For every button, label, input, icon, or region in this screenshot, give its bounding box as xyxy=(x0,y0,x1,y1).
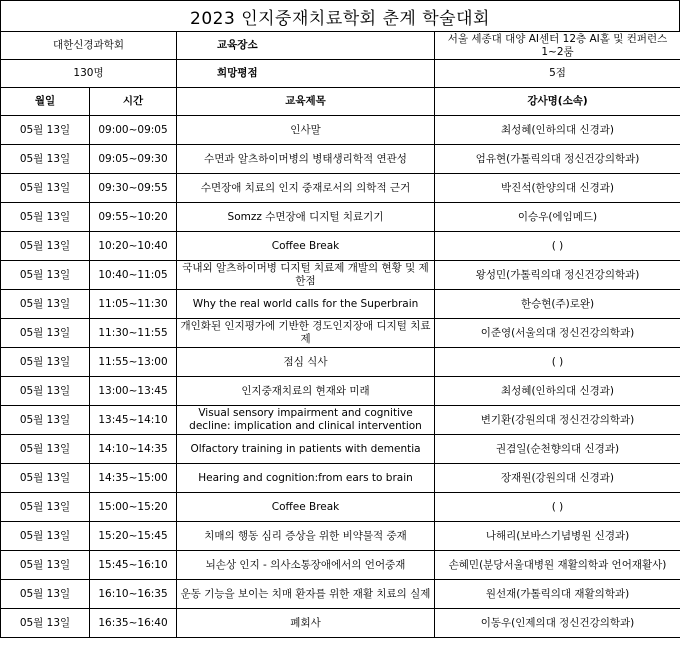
header-row xyxy=(1,88,680,116)
time-cell: 11:05~11:30 xyxy=(90,290,177,319)
speaker-cell: 박진석(한양의대 신경과) xyxy=(435,174,680,203)
speaker-cell: ( ) xyxy=(435,232,680,261)
subject-cell: 점심 식사 xyxy=(177,348,435,377)
table-row xyxy=(1,464,680,493)
table-row xyxy=(1,116,680,145)
subject-cell: 인사말 xyxy=(177,116,435,145)
date-cell: 05월 13일 xyxy=(1,232,90,261)
speaker-cell: 엄유현(가톨릭의대 정신건강의학과) xyxy=(435,145,680,174)
subject-cell: 폐회사 xyxy=(177,609,435,638)
date-cell: 05월 13일 xyxy=(1,174,90,203)
time-cell: 15:45~16:10 xyxy=(90,551,177,580)
time-cell: 09:30~09:55 xyxy=(90,174,177,203)
date-cell: 05월 13일 xyxy=(1,609,90,638)
time-cell: 15:00~15:20 xyxy=(90,493,177,522)
table-row xyxy=(1,609,680,638)
date-cell: 05월 13일 xyxy=(1,348,90,377)
date-cell: 05월 13일 xyxy=(1,522,90,551)
subject-cell: 국내외 알츠하이머병 디지털 치료제 개발의 현황 및 제한점 xyxy=(177,261,435,290)
subject-cell: Coffee Break xyxy=(177,232,435,261)
info-row-1 xyxy=(1,32,680,60)
speaker-header: 강사명(소속) xyxy=(435,88,680,116)
speaker-cell: 손혜민(분당서울대병원 재활의학과 언어재활사) xyxy=(435,551,680,580)
speaker-cell: 이승우(에임메드) xyxy=(435,203,680,232)
time-cell: 09:55~10:20 xyxy=(90,203,177,232)
speaker-cell: 이준영(서울의대 정신건강의학과) xyxy=(435,319,680,348)
date-header: 월일 xyxy=(1,88,90,116)
speaker-cell: 최성혜(인하의대 신경과) xyxy=(435,116,680,145)
time-cell: 09:00~09:05 xyxy=(90,116,177,145)
subject-cell: 수면장애 치료의 인지 중재로서의 의학적 근거 xyxy=(177,174,435,203)
table-row xyxy=(1,551,680,580)
time-cell: 14:10~14:35 xyxy=(90,435,177,464)
subject-cell: Why the real world calls for the Superbrain xyxy=(177,290,435,319)
subject-cell: 개인화된 인지평가에 기반한 경도인지장애 디지털 치료제 xyxy=(177,319,435,348)
table-row xyxy=(1,406,680,435)
time-cell: 11:30~11:55 xyxy=(90,319,177,348)
subject-cell: Visual sensory impairment and cognitive decline: implication and clinical intervention xyxy=(177,406,435,435)
time-header: 시간 xyxy=(90,88,177,116)
speaker-cell: ( ) xyxy=(435,348,680,377)
speaker-cell: 한승현(주)로완) xyxy=(435,290,680,319)
table-row xyxy=(1,493,680,522)
table-row xyxy=(1,435,680,464)
table-row xyxy=(1,580,680,609)
schedule-table xyxy=(0,31,680,638)
date-cell: 05월 13일 xyxy=(1,116,90,145)
subject-cell: 인지중재치료의 현재와 미래 xyxy=(177,377,435,406)
speaker-cell: 장재원(강원의대 신경과) xyxy=(435,464,680,493)
time-cell: 13:45~14:10 xyxy=(90,406,177,435)
date-cell: 05월 13일 xyxy=(1,203,90,232)
subject-cell: 운동 기능을 보이는 치매 환자를 위한 재활 치료의 실제 xyxy=(177,580,435,609)
subject-cell: 치매의 행동 심리 증상을 위한 비약물적 중재 xyxy=(177,522,435,551)
date-cell: 05월 13일 xyxy=(1,551,90,580)
subject-header: 교육제목 xyxy=(177,88,435,116)
time-cell: 16:35~16:40 xyxy=(90,609,177,638)
speaker-cell: 왕성민(가톨릭의대 정신건강의학과) xyxy=(435,261,680,290)
speaker-cell: 나해리(보바스기념병원 신경과) xyxy=(435,522,680,551)
date-cell: 05월 13일 xyxy=(1,145,90,174)
points-label-cell: 희망평점 xyxy=(177,60,435,88)
subject-cell: Somzz 수면장애 디지털 치료기기 xyxy=(177,203,435,232)
time-cell: 10:20~10:40 xyxy=(90,232,177,261)
organizer-cell: 대한신경과학회 xyxy=(1,32,177,60)
speaker-cell: ( ) xyxy=(435,493,680,522)
speaker-cell: 권겸일(순천향의대 신경과) xyxy=(435,435,680,464)
table-row xyxy=(1,145,680,174)
speaker-cell: 변기환(강원의대 정신건강의학과) xyxy=(435,406,680,435)
document-title: 2023 인지중재치료학회 춘계 학술대회 xyxy=(0,0,680,32)
table-row xyxy=(1,348,680,377)
date-cell: 05월 13일 xyxy=(1,435,90,464)
time-cell: 14:35~15:00 xyxy=(90,464,177,493)
table-row xyxy=(1,290,680,319)
table-row xyxy=(1,319,680,348)
table-row xyxy=(1,377,680,406)
date-cell: 05월 13일 xyxy=(1,261,90,290)
speaker-cell: 이동우(인제의대 정신건강의학과) xyxy=(435,609,680,638)
table-row xyxy=(1,203,680,232)
time-cell: 09:05~09:30 xyxy=(90,145,177,174)
date-cell: 05월 13일 xyxy=(1,377,90,406)
venue-label-cell: 교육장소 xyxy=(177,32,435,60)
table-row xyxy=(1,522,680,551)
subject-cell: Coffee Break xyxy=(177,493,435,522)
venue-cell: 서울 세종대 대양 AI센터 12층 AI홀 및 컨퍼런스 1~2룸 xyxy=(435,32,680,60)
info-row-2 xyxy=(1,60,680,88)
subject-cell: Olfactory training in patients with dementia xyxy=(177,435,435,464)
time-cell: 13:00~13:45 xyxy=(90,377,177,406)
table-row xyxy=(1,174,680,203)
date-cell: 05월 13일 xyxy=(1,319,90,348)
date-cell: 05월 13일 xyxy=(1,580,90,609)
time-cell: 10:40~11:05 xyxy=(90,261,177,290)
speaker-cell: 최성혜(인하의대 신경과) xyxy=(435,377,680,406)
speaker-cell: 원선재(가톨릭의대 재활의학과) xyxy=(435,580,680,609)
table-row xyxy=(1,232,680,261)
time-cell: 16:10~16:35 xyxy=(90,580,177,609)
subject-cell: 수면과 알츠하이머병의 병태생리학적 연관성 xyxy=(177,145,435,174)
points-cell: 5점 xyxy=(435,60,680,88)
time-cell: 11:55~13:00 xyxy=(90,348,177,377)
capacity-cell: 130명 xyxy=(1,60,177,88)
subject-cell: 뇌손상 인지 - 의사소통장애에서의 언어중재 xyxy=(177,551,435,580)
date-cell: 05월 13일 xyxy=(1,290,90,319)
date-cell: 05월 13일 xyxy=(1,406,90,435)
subject-cell: Hearing and cognition:from ears to brain xyxy=(177,464,435,493)
date-cell: 05월 13일 xyxy=(1,464,90,493)
date-cell: 05월 13일 xyxy=(1,493,90,522)
time-cell: 15:20~15:45 xyxy=(90,522,177,551)
table-row xyxy=(1,261,680,290)
